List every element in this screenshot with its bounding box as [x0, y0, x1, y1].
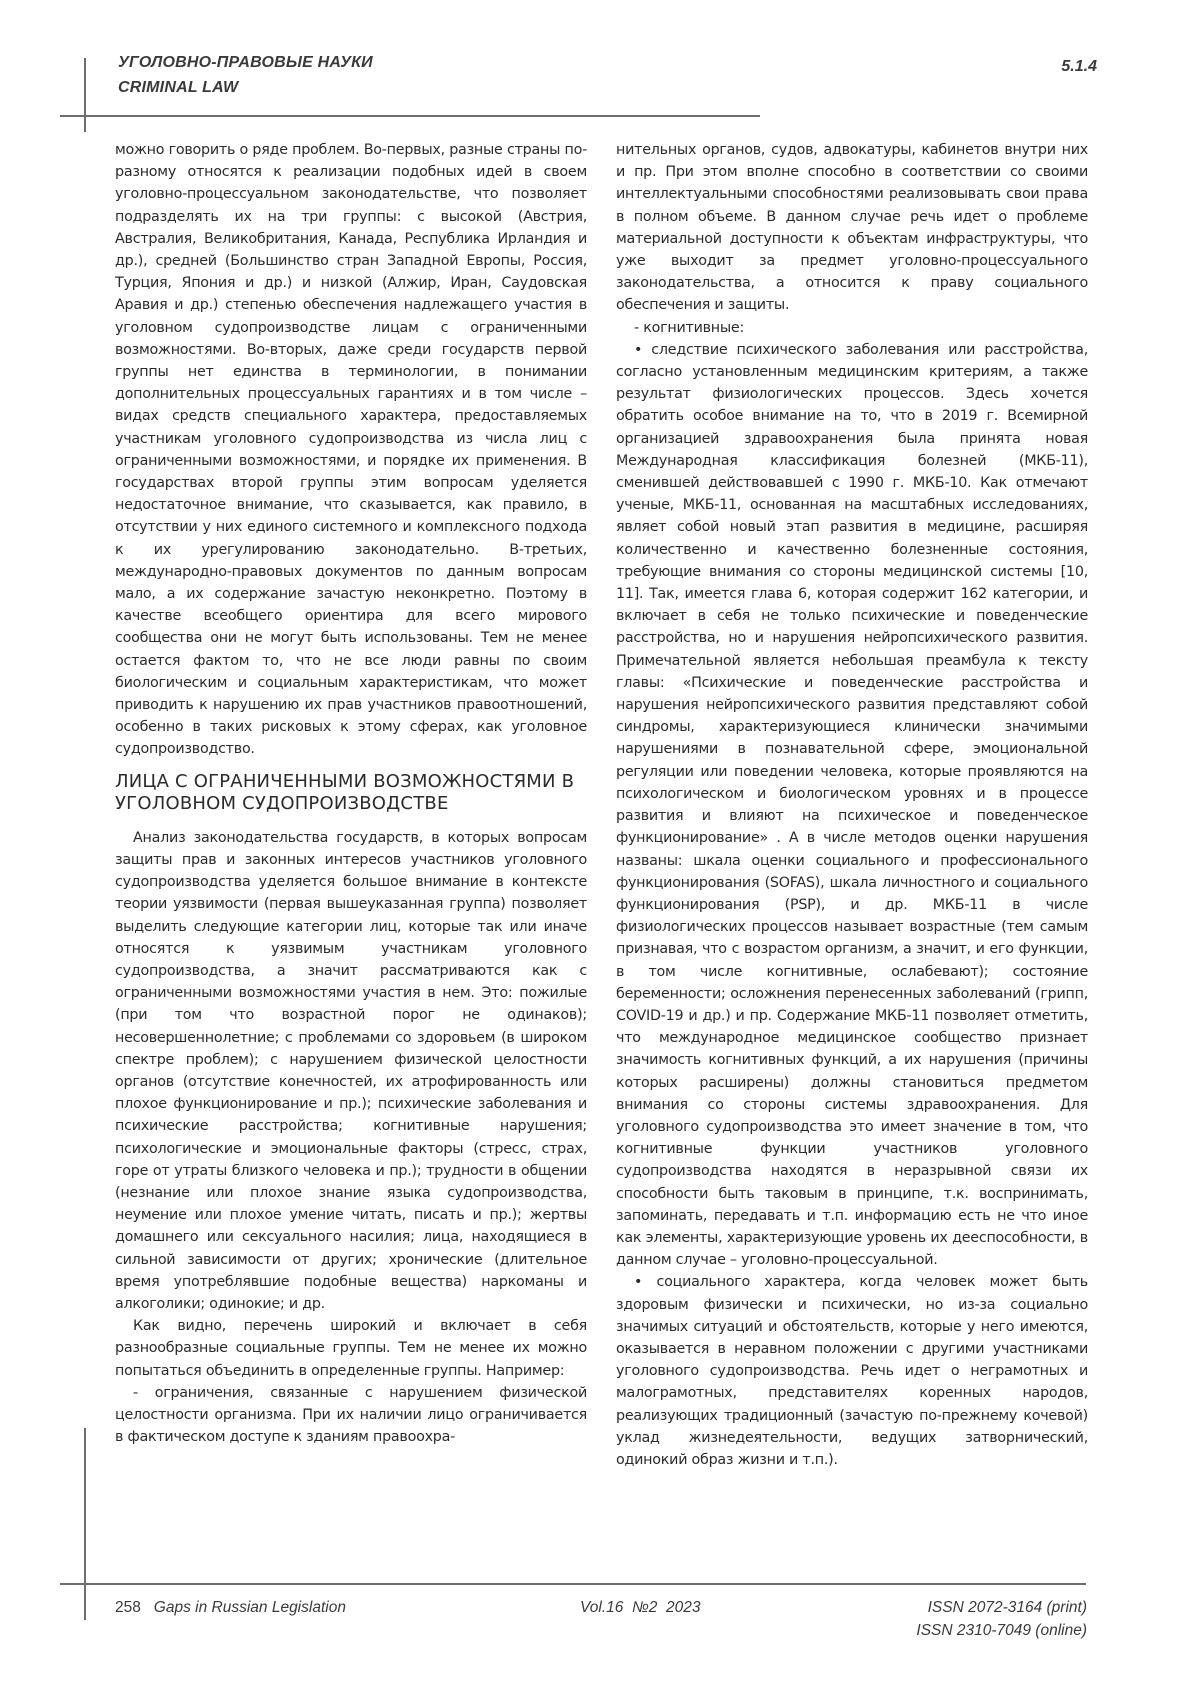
header-vertical-rule [84, 58, 86, 132]
section-title-en: CRIMINAL LAW [118, 79, 239, 96]
list-item-cognitive: - когнитивные: [634, 319, 745, 336]
issn-online: ISSN 2310-7049 (online) [916, 1622, 1087, 1639]
right-column [616, 139, 1088, 1471]
volume-issue: Vol.16 №2 2023 [580, 1599, 701, 1616]
header-horizontal-rule [60, 115, 760, 117]
bullet-item-medical: • следствие психического заболевания или расстройства, согласно установленным медицинским критериям, а также результат физиологических процессов. Здесь хочется обратить особое внимание на то, что в 2019 г. Всемирной организацией здравоохранения была принята новая Международная классификация болезней (МКБ-11), сменившей действовавшей с 1990 г. МКБ-10. Как отмечают ученые, МКБ-11, основанная на масштабных исследованиях, являет собой новый этап развития в медицине, расширяя количественно и качественно болезненные состояния, требующие внимания со стороны медицинской системы [10, 11]. Так, имеется глава 6, которая содержит 162 категории, и включает в себя не только психические и поведенческие расстройства, но и нарушения нейропсихического развития. Примечательной является небольшая преамбула к тексту главы: «Психические и поведенческие расстройства и нарушения нейропсихического развития представляют собой синдромы, характеризующиеся клинически значимыми нарушениями в познавательной сфере, эмоциональной регуляции или поведении человека, которые проявляются на психологическом и биологическом уровнях и в процессе развития и влияют на психическое и поведенческое функционирование» . А в числе методов оценки нарушения названы: шкала оценки социального и профессионального функционирования (SOFAS), шкала личностного и социального функционирования (PSP), и др. МКБ-11 в числе физиологических процессов называет возрастные (тем самым признавая, что с возрастом организм, а значит, и его функции, в том числе когнитивные, ослабевают); состояние беременности; осложнения перенесенных заболеваний (грипп, COVID-19 и др.) и пр. Содержание МКБ-11 позволяет отметить, что международное медицинское сообщество признает значимость когнитивных функций, а их нарушения (причины которых расширены) должны становиться предметом внимания со стороны системы здравоохранения. Для уголовного судопроизводства это имеет значение в том, что когнитивные функции участников уголовного судопроизводства находятся в неразрывной связи их способности быть таковым в принципе, т.к. воспринимать, запоминать, передавать и т.п. информацию есть не что иное как элементы, характеризующие уровень их дееспособности, в данном случае – уголовно-процессуальной. [616, 341, 1088, 1269]
issn-print: ISSN 2072-3164 (print) [927, 1599, 1087, 1616]
bullet-item-social: • социального характера, когда человек может быть здоровым физически и психически, но из-за социально значимых ситуаций и обстоятельств, которые у него имеются, оказывается в неравном положении с другими участниками уголовного судопроизводства. Речь идет о неграмотных и малограмотных, представителях коренных народов, реализующих традиционный (зачастую по-прежнему кочевой) уклад жизнедеятельности, ведущих затворнический, одинокий образ жизни и т.п.). [616, 1274, 1088, 1468]
left-column [115, 139, 587, 1448]
list-item-physical: - ограничения, связанные с нарушением физической целостности организма. При их наличии лицо ограничивается в фактическом доступе к зданиям правоохра- [115, 1384, 587, 1446]
footer-left [115, 1596, 346, 1619]
section-title-ru: УГОЛОВНО-ПРАВОВЫЕ НАУКИ [118, 54, 373, 71]
page-number: 258 [115, 1599, 141, 1616]
footer-horizontal-rule [60, 1583, 1086, 1585]
footer-issn [916, 1596, 1087, 1642]
section-heading: ЛИЦА С ОГРАНИЧЕННЫМИ ВОЗМОЖНОСТЯМИ В УГОЛОВНОМ СУДОПРОИЗВОДСТВЕ [115, 770, 575, 814]
section-code: 5.1.4 [1061, 58, 1097, 75]
body-paragraph: Анализ законодательства государств, в которых вопросам защиты прав и законных интересов участников уголовного судопроизводства уделяется большое внимание в контексте теории уязвимости (первая вышеуказанная группа) позволяет выделить следующие категории лиц, которые так или иначе относятся к уязвимым участникам уголовного судопроизводства, а значит рассматриваются как с ограниченными возможностями участия в нем. Это: пожилые (при том что возрастной порог не одинаков); несовершеннолетние; с проблемами со здоровьем (в широком спектре проблем); с нарушением физической целостности органов (отсутствие конечностей, их атрофированность или плохое функционирование и пр.); психические заболевания и психические расстройства; когнитивные нарушения; психологические и эмоциональные факторы (стресс, страх, горе от утраты близкого человека и пр.); трудности в общении (незнание или плохое знание языка судопроизводства, неумение или плохое умение читать, писать и пр.); жертвы домашнего или сексуального насилия; лица, находящиеся в сильной зависимости от других; хронические (длительное время употреблявшие подобные вещества) наркоманы и алкоголики; одинокие; и др. [115, 829, 587, 1312]
body-paragraph: можно говорить о ряде проблем. Во-первых, разные страны по-разному относятся к реализации подобных идей в своем уголовно-процессуальном законодательстве, что позволяет подразделять их на три группы: с высокой (Австрия, Австралия, Великобритания, Канада, Республика Ирландия и др.), средней (Большинство стран Западной Европы, Россия, Турция, Япония и др.) и низкой (Алжир, Иран, Саудовская Аравия и др.) степенью обеспечения надлежащего участия в уголовном судопроизводстве лицам с ограниченными возможностями. Во-вторых, даже среди государств первой группы нет единства в терминологии, в понимании дополнительных процессуальных гарантиях и в том числе – видах средств специального характера, предоставляемых участникам уголовного судопроизводства из числа лиц с ограниченными возможностями, и порядке их применения. В государствах второй группы этим вопросам уделяется недостаточное внимание, что сказывается, как правило, в отсутствии у них единого системного и комплексного подхода к их урегулированию законодательно. В-третьих, международно-правовых документов по данным вопросам мало, а их содержание зачастую неконкретно. Поэтому в качестве всеобщего ориентира для всего мирового сообщества они не могут быть использованы. Тем не менее остается фактом то, что не все люди равны по своим биологическим и социальным характеристикам, что может приводить к нарушению их прав участников правоотношений, особенно в таких рисковых к этому сферах, как уголовное судопроизводство. [115, 142, 587, 758]
running-header [118, 50, 373, 100]
body-paragraph: нительных органов, судов, адвокатуры, кабинетов внутри них и пр. При этом вполне способно в соответствии со своими интеллектуальными способностями реализовывать свои права в полном объеме. В данном случае речь идет о проблеме материальной доступности к объектам инфраструктуры, что уже выходит за предмет уголовно-процессуального законодательства, а относится к праву социального обеспечения и защиты. [616, 142, 1088, 314]
footer-vertical-rule [84, 1428, 86, 1620]
body-paragraph: Как видно, перечень широкий и включает в себя разнообразные социальные группы. Тем не менее их можно попытаться объединить в определенные группы. Например: [115, 1318, 587, 1379]
journal-title: Gaps in Russian Legislation [153, 1599, 346, 1616]
